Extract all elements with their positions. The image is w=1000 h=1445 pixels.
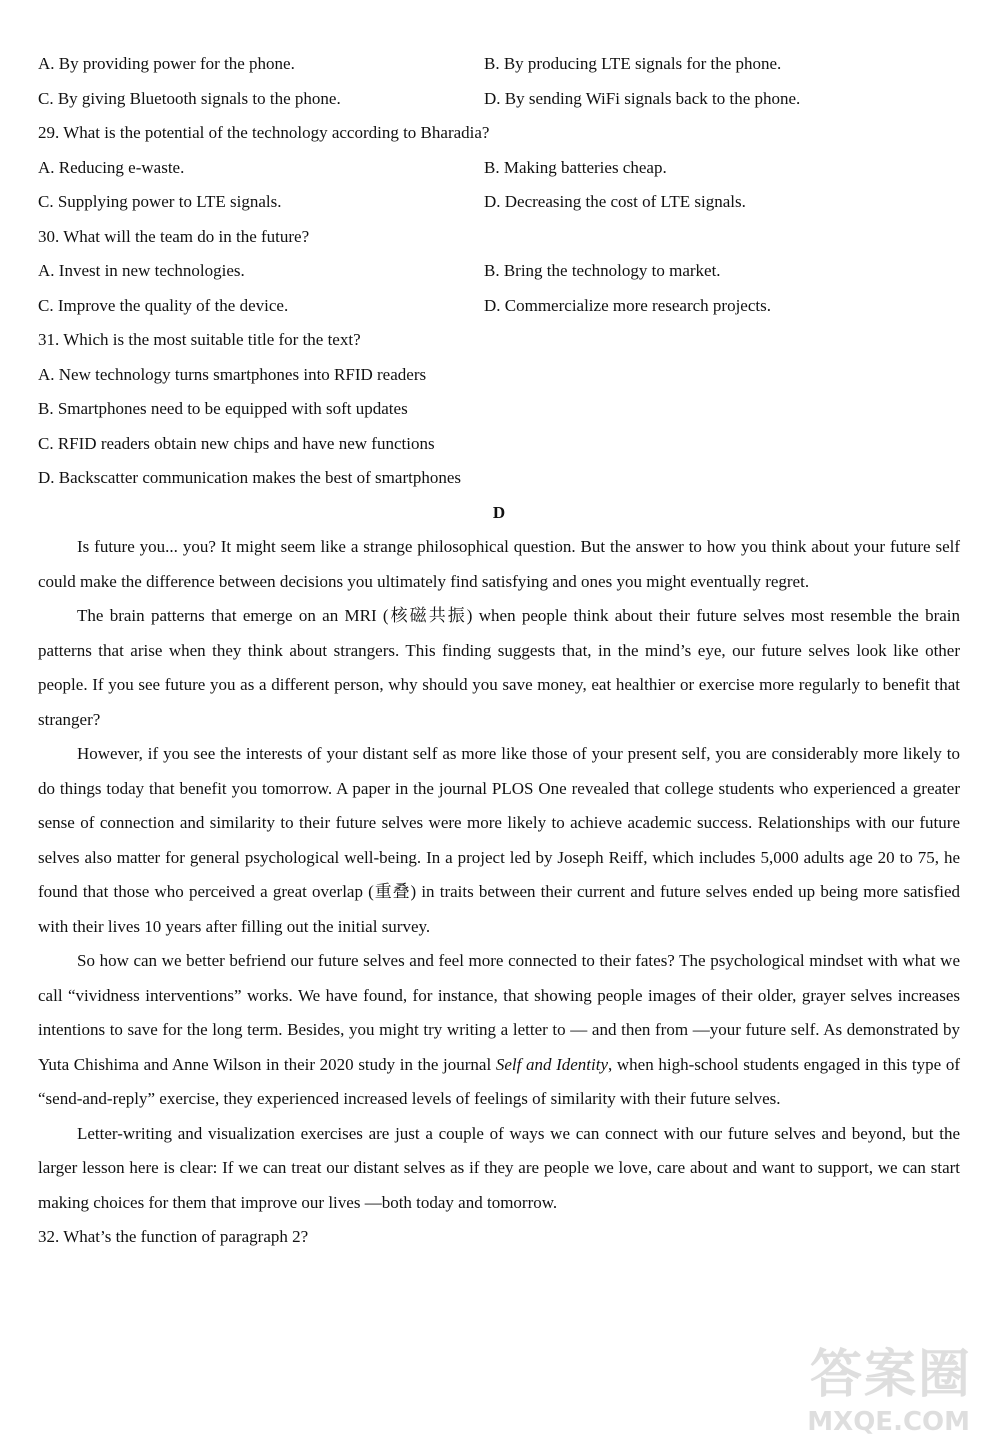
q31-stem: 31. Which is the most suitable title for the text?	[38, 330, 361, 349]
q32-stem: 32. What’s the function of paragraph 2?	[38, 1227, 309, 1246]
q29-option-b: B. Making batteries cheap.	[484, 157, 667, 177]
watermark-url: MXQE.COM	[807, 1407, 970, 1437]
q30-stem: 30. What will the team do in the future?	[38, 226, 310, 246]
q28-option-b: B. By producing LTE signals for the phone.	[484, 54, 782, 73]
q30-option-d: D. Commercialize more research projects.	[484, 295, 771, 315]
section-d-title: D	[492, 502, 506, 522]
q29-stem: 29. What is the potential of the technology according to Bharadia?	[38, 123, 490, 142]
q31-option-a: A. New technology turns smartphones into RFID readers	[38, 364, 427, 384]
q28-option-a: A. By providing power for the phone.	[38, 54, 295, 73]
passage-paragraph-5: Letter-writing and visualization exercises are just a couple of ways we can connect with our future selves and beyond, but the larger lesson here is clear: If we can treat our distant selves as if they are people we love, care about and want to support, we can start making choices for them that improve our lives —both today and tomorrow.	[38, 1123, 960, 1212]
q30-option-a: A. Invest in new technologies.	[38, 261, 245, 280]
q28-option-c: C. By giving Bluetooth signals to the phone.	[38, 88, 341, 108]
q31-option-d: D. Backscatter communication makes the best of smartphones	[38, 468, 461, 487]
q30-options-row-2	[38, 289, 960, 324]
journal-title: Self and Identity	[495, 1054, 609, 1074]
paragraph-4-text-after: , when high-school students engaged in this type of “send-and-reply” exercise, they experienced increased levels of feelings of similarity with their future selves.	[38, 1054, 960, 1108]
q29-option-a: A. Reducing e-waste.	[38, 157, 185, 177]
watermark	[802, 1347, 972, 1437]
watermark-logo: 答案圈	[809, 1345, 972, 1405]
q31-option-b: B. Smartphones need to be equipped with soft updates	[38, 399, 408, 418]
q28-options-row-1	[38, 47, 960, 82]
q30-option-c: C. Improve the quality of the device.	[38, 295, 289, 315]
q28-option-d: D. By sending WiFi signals back to the phone.	[484, 88, 801, 108]
passage-paragraph-3: However, if you see the interests of your distant self as more like those of your present self, you are considerably more likely to do things today that benefit you tomorrow. A paper in the journal PLOS One revealed that college students who experienced a greater sense of connection and similarity to their future selves were more likely to achieve academic success. Relationships with our future selves also matter for general psychological well-being. In a project led by Joseph Reiff, which includes 5,000 adults age 20 to 75, he found that those who perceived a great overlap (重叠) in traits between their current and future selves ended up being more satisfied with their lives 10 years after filling out the initial survey.	[38, 744, 960, 936]
passage-paragraph-1: Is future you... you? It might seem like a strange philosophical question. But the answer to how you think about your future self could make the difference between decisions you ultimately find satisfying and ones you might eventually regret.	[38, 537, 960, 591]
passage-paragraph-4	[38, 944, 960, 1117]
exam-page	[38, 47, 960, 1255]
q31-option-c: C. RFID readers obtain new chips and have new functions	[38, 433, 435, 453]
q30-option-b: B. Bring the technology to market.	[484, 261, 721, 280]
q29-options-row-2	[38, 185, 960, 220]
q28-options-row-2	[38, 82, 960, 117]
passage-paragraph-2: The brain patterns that emerge on an MRI (核磁共振) when people think about their future selves most resemble the brain patterns that arise when they think about strangers. This finding suggests that, in the mind’s eye, our future selves look like other people. If you see future you as a different person, why should you save money, eat healthier or exercise more regularly to benefit that stranger?	[38, 606, 960, 729]
q30-options-row-1	[38, 254, 960, 289]
q29-option-d: D. Decreasing the cost of LTE signals.	[484, 192, 746, 211]
q29-option-c: C. Supplying power to LTE signals.	[38, 192, 282, 211]
q29-options-row-1	[38, 151, 960, 186]
paragraph-4-text-before: So how can we better befriend our future selves and feel more connected to their fates? The psychological mindset with what we call “vividness interventions” works. We have found, for instance, that showing people images of their older, grayer selves increases intentions to save for the long term. Besides, you might try writing a letter to — and then from —your future self. As demonstrated by Yuta Chishima and Anne Wilson in their 2020 study in the journal	[38, 951, 960, 1074]
